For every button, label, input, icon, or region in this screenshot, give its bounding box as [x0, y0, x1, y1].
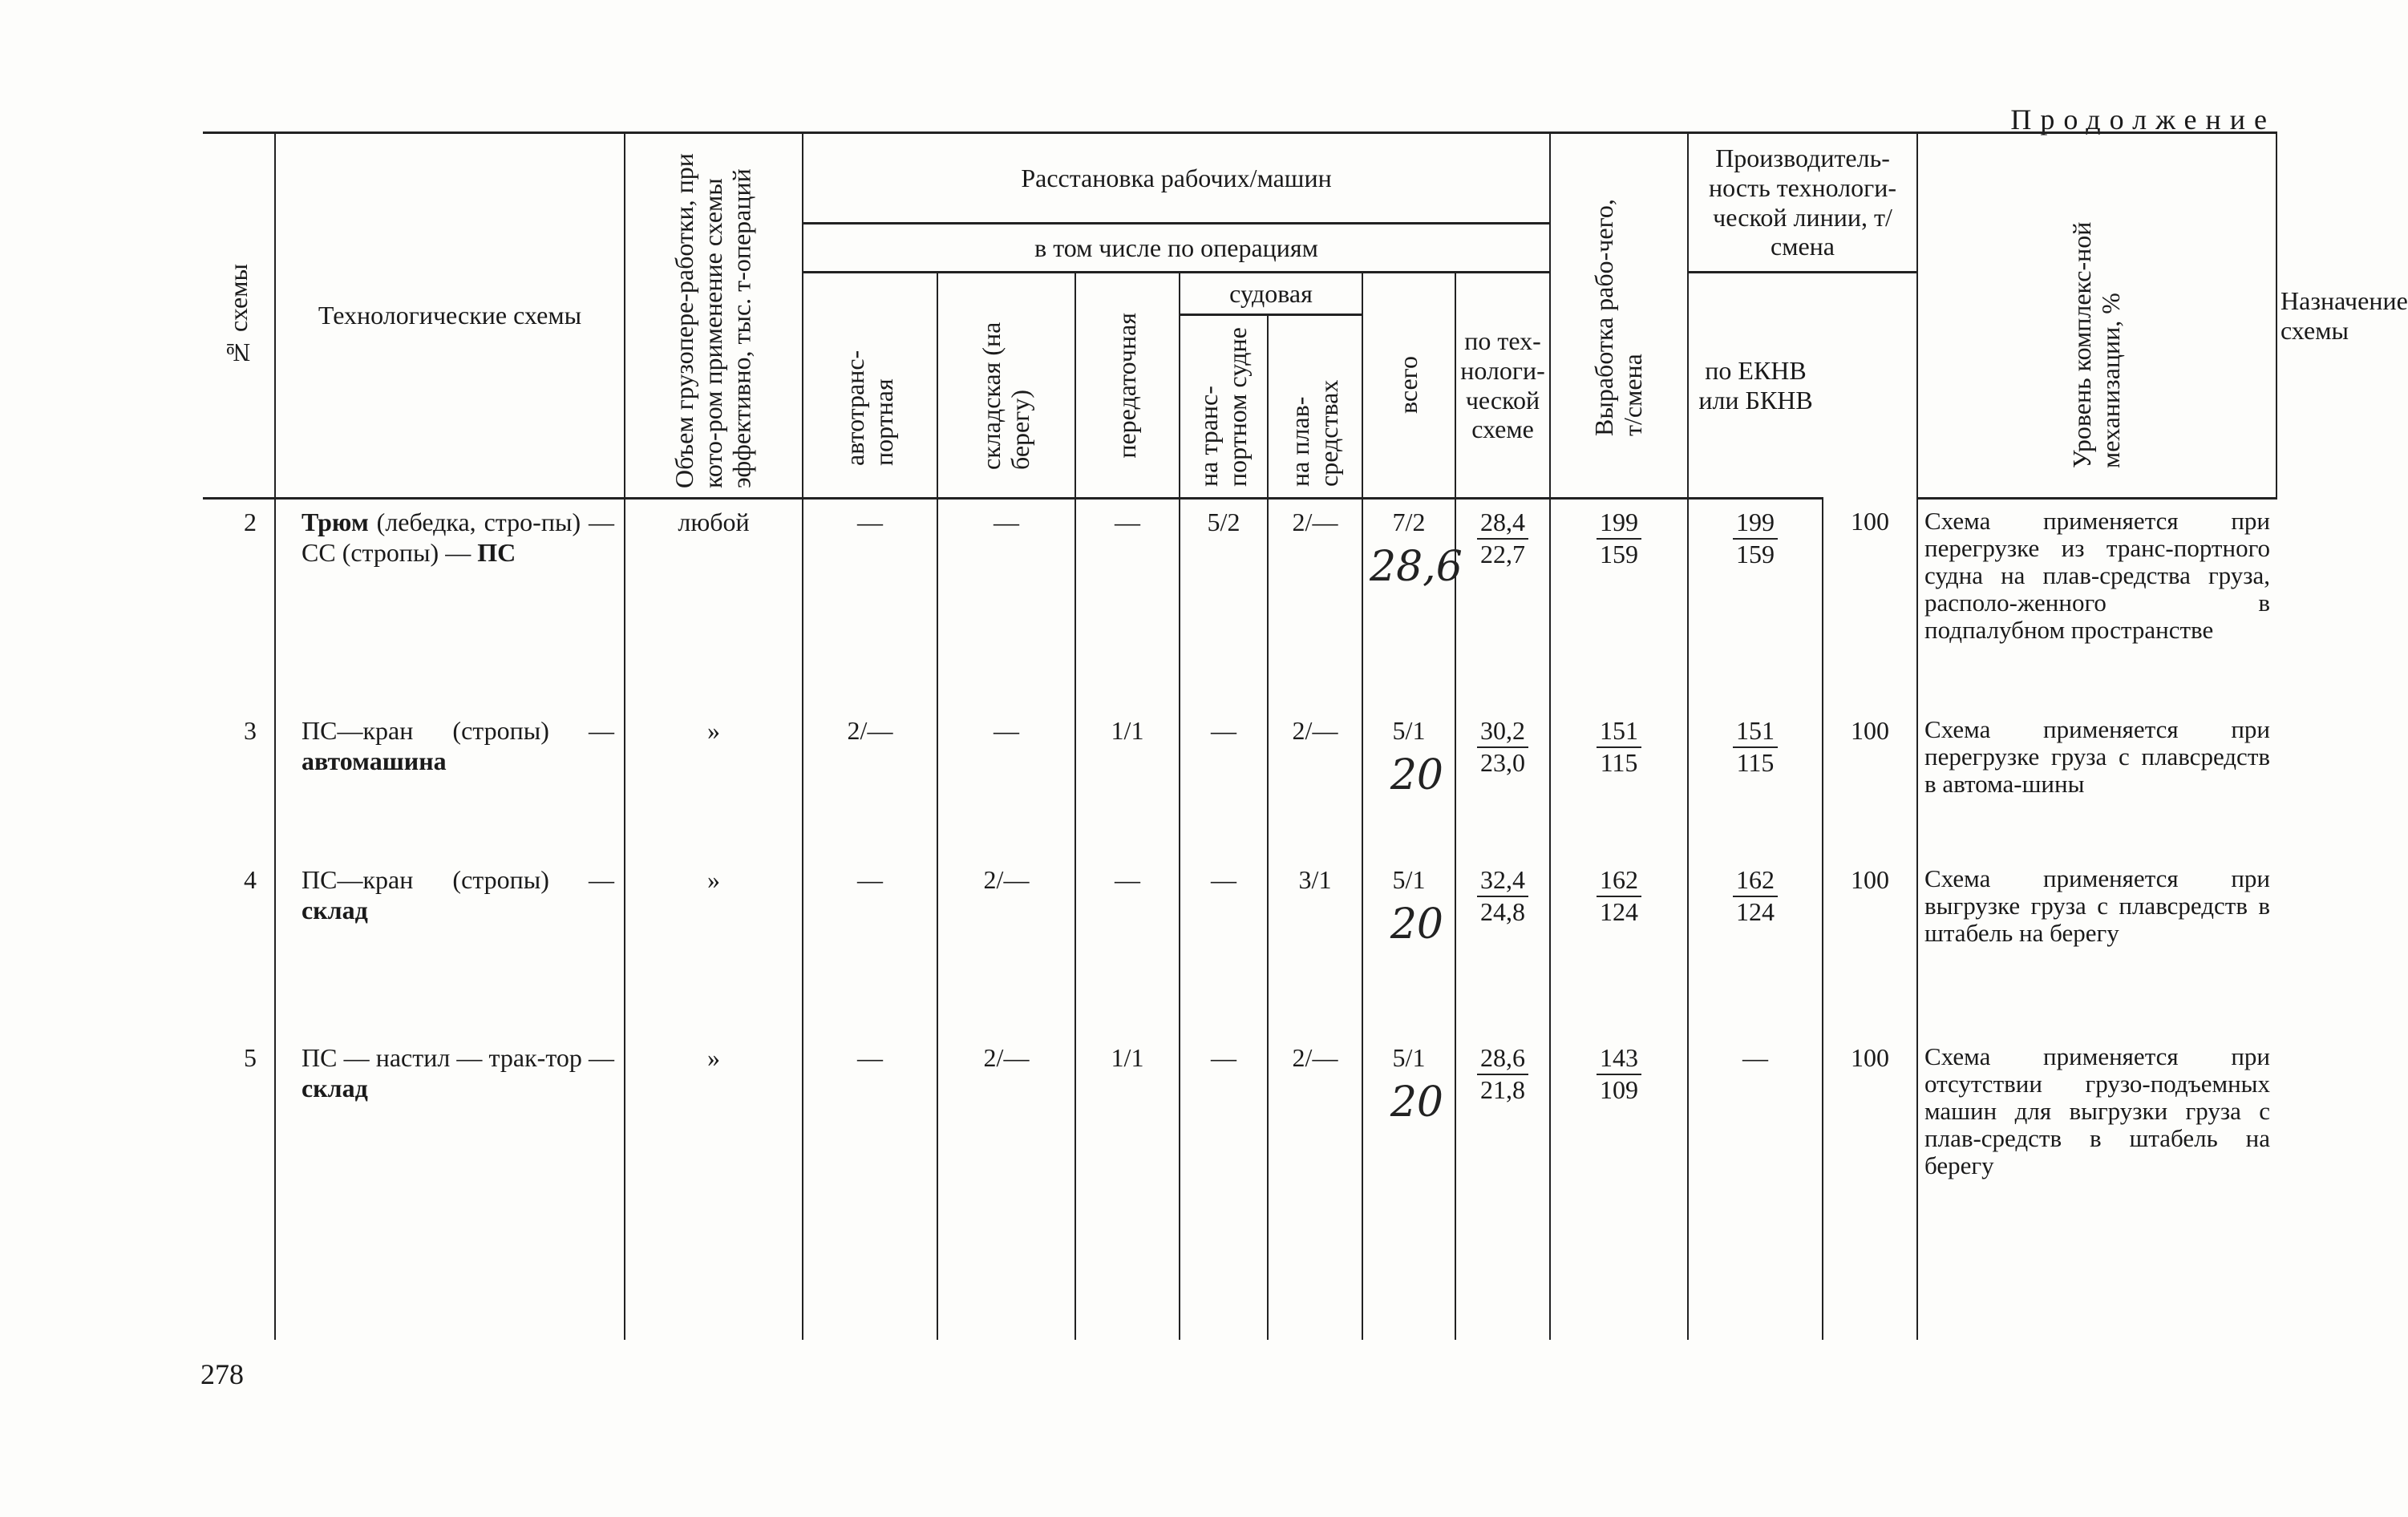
cell-mech-level: 100	[1823, 708, 1917, 857]
cell-auto: —	[803, 499, 937, 709]
cell-warehouse: —	[937, 499, 1075, 709]
col-ship: судовая	[1180, 273, 1362, 315]
cell-scheme-no: 2	[203, 499, 275, 709]
col-transfer: передаточная	[1075, 273, 1180, 499]
cell-volume: »	[625, 1035, 803, 1340]
cell-eknv-productivity: $\frac{151}{115}$	[1688, 708, 1823, 857]
col-placement: Расстановка рабочих/машин	[803, 133, 1550, 224]
cell-eknv-productivity: —	[1688, 1035, 1823, 1340]
table-row	[203, 499, 2276, 709]
col-including: в том числе по операциям	[803, 224, 1550, 273]
cell-eknv-productivity: $\frac{199}{159}$	[1688, 499, 1823, 709]
handwritten-note: 20	[1390, 1078, 1443, 1127]
cell-mech-level: 100	[1823, 1035, 1917, 1340]
cell-total: 5/1 20	[1362, 857, 1455, 1035]
cell-on-ship: —	[1180, 1035, 1268, 1340]
cell-scheme-no: 5	[203, 1035, 275, 1340]
cell-on-ship: —	[1180, 857, 1268, 1035]
cell-transfer: —	[1075, 499, 1180, 709]
cell-purpose: Схема применяется при перегрузке из транс-портного судна на плав-средства груза, располо-женного в подпалубном пространстве	[1917, 499, 2276, 709]
cell-warehouse: —	[937, 708, 1075, 857]
cell-purpose: Схема применяется при отсутствии грузо-подъемных машин для выгрузки груза с плав-средств в штабель на берегу	[1917, 1035, 2276, 1340]
col-volume: Объем грузопере-работки, при кото-ром применение схемы эффективно, тыс. т-операций	[625, 133, 803, 499]
cell-on-ship: 5/2	[1180, 499, 1268, 709]
cell-output: $\frac{32,4}{24,8}$	[1455, 857, 1550, 1035]
cell-output: $\frac{30,2}{23,0}$	[1455, 708, 1550, 857]
cell-auto: 2/—	[803, 708, 937, 857]
cell-transfer: 1/1	[1075, 1035, 1180, 1340]
cell-auto: —	[803, 857, 937, 1035]
cell-mech-level: 100	[1823, 499, 1917, 709]
cell-on-floating: 2/—	[1268, 1035, 1362, 1340]
cell-eknv-productivity: $\frac{162}{124}$	[1688, 857, 1823, 1035]
cell-tech-scheme: ПС—кран (стропы) — склад	[275, 857, 625, 1035]
cell-volume: любой	[625, 499, 803, 709]
col-warehouse: складская (на берегу)	[937, 273, 1075, 499]
cell-on-floating: 3/1	[1268, 857, 1362, 1035]
tech-schemes-table	[203, 131, 2408, 1340]
col-on-floating: на плав-средствах	[1268, 315, 1362, 499]
table-body	[203, 499, 2276, 1341]
handwritten-note: 28,6	[1370, 542, 1463, 591]
table-row	[203, 1035, 2276, 1340]
handwritten-note: 20	[1390, 750, 1443, 799]
cell-tech-productivity: $\frac{162}{124}$	[1550, 857, 1688, 1035]
table-row	[203, 857, 2276, 1035]
col-scheme-no: № схемы	[203, 133, 275, 499]
cell-on-floating: 2/—	[1268, 708, 1362, 857]
col-output: Выработка рабо-чего, т/смена	[1550, 133, 1688, 499]
cell-tech-scheme: ПС — настил — трак-тор — склад	[275, 1035, 625, 1340]
handwritten-note: 20	[1390, 900, 1443, 949]
cell-warehouse: 2/—	[937, 857, 1075, 1035]
cell-tech-scheme: ПС—кран (стропы) — автомашина	[275, 708, 625, 857]
table-row	[203, 708, 2276, 857]
table-header: № схемы Технологические схемы Объем грузопере-работки, при кото-ром применение схемы эффективно, тыс. т-операций Расстановка рабочих/машин Выработка рабо-чего, т/смена Производитель-ность технологи-ческой линии, т/смена Уровень комплекс-ной механизации, % Назначение схемы в том числе по операциям автотранс-портная складская (на берегу) передаточная судовая всего по тех-нологи-ческой схеме по ЕКНВ или БКНВ на транс-портном судне на плав-средствах	[203, 133, 2276, 499]
cell-purpose: Схема применяется при перегрузке груза с плавсредств в автома-шины	[1917, 708, 2276, 857]
cell-tech-productivity: $\frac{143}{109}$	[1550, 1035, 1688, 1340]
col-by-tech-scheme: по тех-нологи-ческой схеме	[1455, 273, 1550, 499]
col-auto: автотранс-портная	[803, 273, 937, 499]
col-productivity: Производитель-ность технологи-ческой линии, т/смена	[1688, 133, 1917, 273]
cell-auto: —	[803, 1035, 937, 1340]
col-by-eknv: по ЕКНВ или БКНВ	[1688, 273, 1823, 499]
col-mech-level: Уровень комплекс-ной механизации, %	[1917, 133, 2276, 499]
cell-warehouse: 2/—	[937, 1035, 1075, 1340]
cell-on-floating: 2/—	[1268, 499, 1362, 709]
cell-transfer: —	[1075, 857, 1180, 1035]
col-total: всего	[1362, 273, 1455, 499]
cell-volume: »	[625, 708, 803, 857]
col-tech-schemes: Технологические схемы	[275, 133, 625, 499]
cell-output: $\frac{28,6}{21,8}$	[1455, 1035, 1550, 1340]
page-number: 278	[200, 1358, 244, 1390]
cell-total: 5/1 20	[1362, 1035, 1455, 1340]
cell-purpose: Схема применяется при выгрузке груза с плавсредств в штабель на берегу	[1917, 857, 2276, 1035]
cell-transfer: 1/1	[1075, 708, 1180, 857]
col-on-transport-ship: на транс-портном судне	[1180, 315, 1268, 499]
cell-tech-productivity: $\frac{199}{159}$	[1550, 499, 1688, 709]
cell-tech-scheme: Трюм (лебедка, стро-пы) — СС (стропы) — ПС	[275, 499, 625, 709]
cell-total: 5/1 20	[1362, 708, 1455, 857]
cell-volume: »	[625, 857, 803, 1035]
cell-on-ship: —	[1180, 708, 1268, 857]
cell-total: 7/2 28,6	[1362, 499, 1455, 709]
cell-mech-level: 100	[1823, 857, 1917, 1035]
cell-tech-productivity: $\frac{151}{115}$	[1550, 708, 1688, 857]
cell-scheme-no: 4	[203, 857, 275, 1035]
continuation-heading: Продолжение	[2010, 103, 2276, 136]
cell-scheme-no: 3	[203, 708, 275, 857]
cell-output: $\frac{28,4}{22,7}$	[1455, 499, 1550, 709]
